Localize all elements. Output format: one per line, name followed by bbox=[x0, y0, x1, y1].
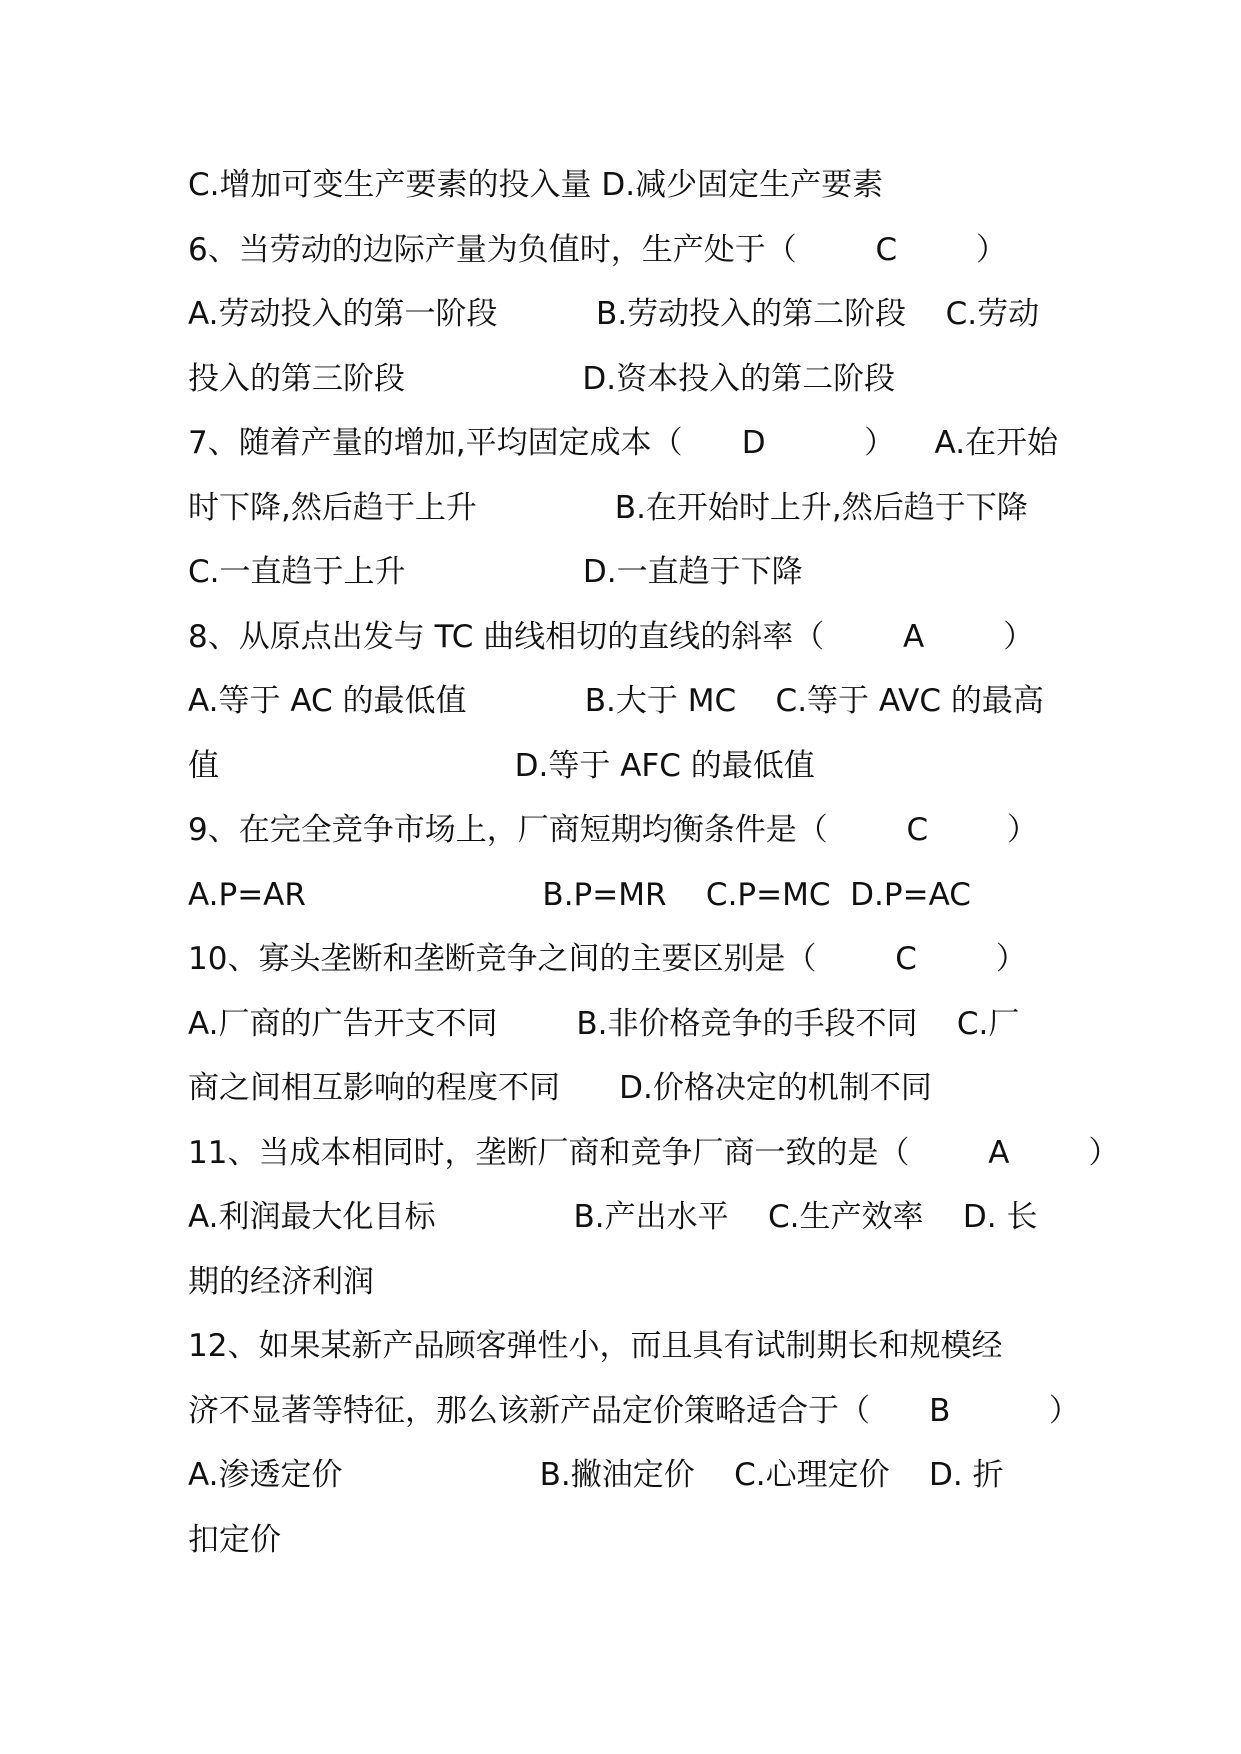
question-6-options-cont: 投入的第三阶段 D.资本投入的第二阶段 bbox=[188, 361, 896, 397]
question-6-stem: 6、当劳动的边际产量为负值时，生产处于（ C ） bbox=[188, 232, 1008, 268]
question-10-stem: 10、寡头垄断和垄断竞争之间的主要区别是（ C ） bbox=[188, 941, 1027, 977]
question-12-options: A.渗透定价 B.撇油定价 C.心理定价 D. 折 bbox=[188, 1457, 1004, 1493]
question-7-stem: 7、随着产量的增加,平均固定成本（ D ） A.在开始 bbox=[188, 425, 1059, 461]
question-11-options-cont: 期的经济利润 bbox=[188, 1264, 374, 1300]
question-8-options: A.等于 AC 的最低值 B.大于 MC C.等于 AVC 的最高 bbox=[188, 683, 1044, 719]
text-line: C.增加可变生产要素的投入量 D.减少固定生产要素 bbox=[188, 167, 884, 203]
question-9-options: A.P=AR B.P=MR C.P=MC D.P=AC bbox=[188, 877, 971, 913]
question-9-stem: 9、在完全竞争市场上，厂商短期均衡条件是（ C ） bbox=[188, 812, 1039, 848]
question-6-options: A.劳动投入的第一阶段 B.劳动投入的第二阶段 C.劳动 bbox=[188, 296, 1040, 332]
question-7-options-cont: C.一直趋于上升 D.一直趋于下降 bbox=[188, 554, 803, 590]
question-10-options-cont: 商之间相互影响的程度不同 D.价格决定的机制不同 bbox=[188, 1070, 932, 1106]
question-11-options: A.利润最大化目标 B.产出水平 C.生产效率 D. 长 bbox=[188, 1199, 1038, 1235]
question-7-options: 时下降,然后趋于上升 B.在开始时上升,然后趋于下降 bbox=[188, 490, 1028, 526]
question-10-options: A.厂商的广告开支不同 B.非价格竞争的手段不同 C.厂 bbox=[188, 1006, 1020, 1042]
question-11-stem: 11、当成本相同时，垄断厂商和竞争厂商一致的是（ A ） bbox=[188, 1135, 1120, 1171]
question-8-options-cont: 值 D.等于 AFC 的最低值 bbox=[188, 748, 815, 784]
question-8-stem: 8、从原点出发与 TC 曲线相切的直线的斜率（ A ） bbox=[188, 619, 1035, 655]
question-12-stem-cont: 济不显著等特征，那么该新产品定价策略适合于（ B ） bbox=[188, 1393, 1080, 1429]
question-12-stem: 12、如果某新产品顾客弹性小，而且具有试制期长和规模经 bbox=[188, 1328, 1003, 1364]
question-12-options-cont: 扣定价 bbox=[188, 1522, 281, 1558]
